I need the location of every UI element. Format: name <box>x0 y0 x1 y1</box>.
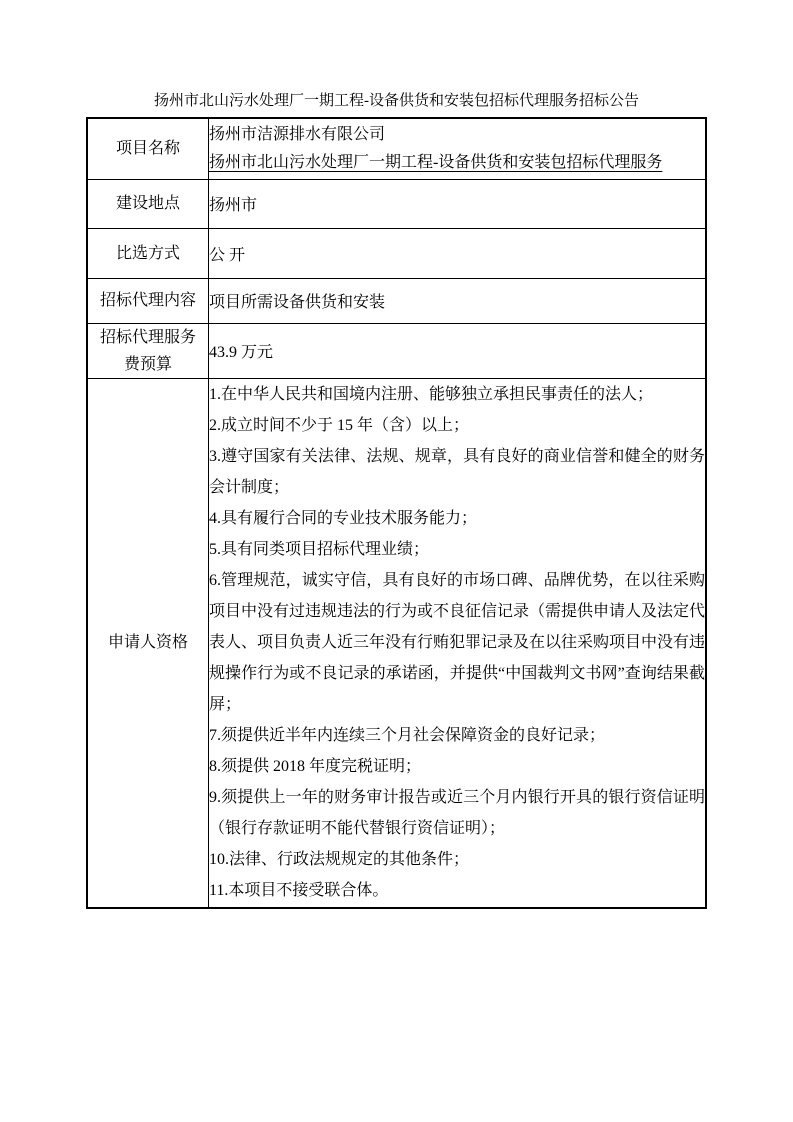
row-project-name <box>87 118 706 179</box>
row-agency-fee <box>87 323 706 378</box>
row-location <box>87 179 706 228</box>
row-qualifications <box>87 378 706 908</box>
agency-content-value: 项目所需设备供货和安装 <box>209 278 707 323</box>
location-label: 建设地点 <box>87 179 209 228</box>
qualifications-label: 申请人资格 <box>87 378 209 908</box>
qualification-item: 4.具有履行合同的专业技术服务能力； <box>209 509 478 527</box>
qualification-item: 1.在中华人民共和国境内注册、能够独立承担民事责任的法人； <box>209 385 654 403</box>
row-agency-content <box>87 278 706 323</box>
document-title: 扬州市北山污水处理厂一期工程-设备供货和安装包招标代理服务招标公告 <box>154 93 639 109</box>
qualification-item: 11.本项目不接受联合体。 <box>209 881 389 899</box>
agency-fee-label-line2: 费预算 <box>123 355 172 373</box>
selection-method-label: 比选方式 <box>87 228 209 278</box>
qualification-item: 9.须提供上一年的财务审计报告或近三个月内银行开具的银行资信证明（银行存款证明不能代替银行资信证明）； <box>209 788 705 837</box>
qualification-item: 7.须提供近半年内连续三个月社会保障资金的良好记录； <box>209 726 606 744</box>
location-value: 扬州市 <box>209 179 707 228</box>
agency-content-label: 招标代理内容 <box>87 278 209 323</box>
tender-info-table <box>86 117 707 909</box>
project-owner-text: 扬州市洁源排水有限公司 <box>209 125 386 143</box>
project-name-label: 项目名称 <box>87 118 209 179</box>
row-selection-method <box>87 228 706 278</box>
qualification-item: 2.成立时间不少于 15 年（含）以上； <box>209 416 470 434</box>
qualification-item: 3.遵守国家有关法律、法规、规章，具有良好的商业信誉和健全的财务会计制度； <box>209 447 705 496</box>
project-full-name-text: 扬州市北山污水处理厂一期工程-设备供货和安装包招标代理服务 <box>209 153 663 171</box>
qualification-item: 10.法律、行政法规规定的其他条件； <box>209 850 470 868</box>
agency-fee-value: 43.9 万元 <box>209 323 707 378</box>
qualification-item: 6.管理规范，诚实守信，具有良好的市场口碑、品牌优势，在以往采购项目中没有过违规违法的行为或不良征信记录（需提供申请人及法定代表人、项目负责人近三年没有行贿犯罪记录及在以往采购项目中没有违规操作行为或不良记录的承诺函，并提供“中国裁判文书网”查询结果截屏； <box>209 571 706 713</box>
agency-fee-label-line1: 招标代理服务 <box>99 328 196 346</box>
qualification-item: 8.须提供 2018 年度完税证明； <box>209 757 422 775</box>
selection-method-value: 公 开 <box>209 228 707 278</box>
qualification-item: 5.具有同类项目招标代理业绩； <box>209 540 430 558</box>
